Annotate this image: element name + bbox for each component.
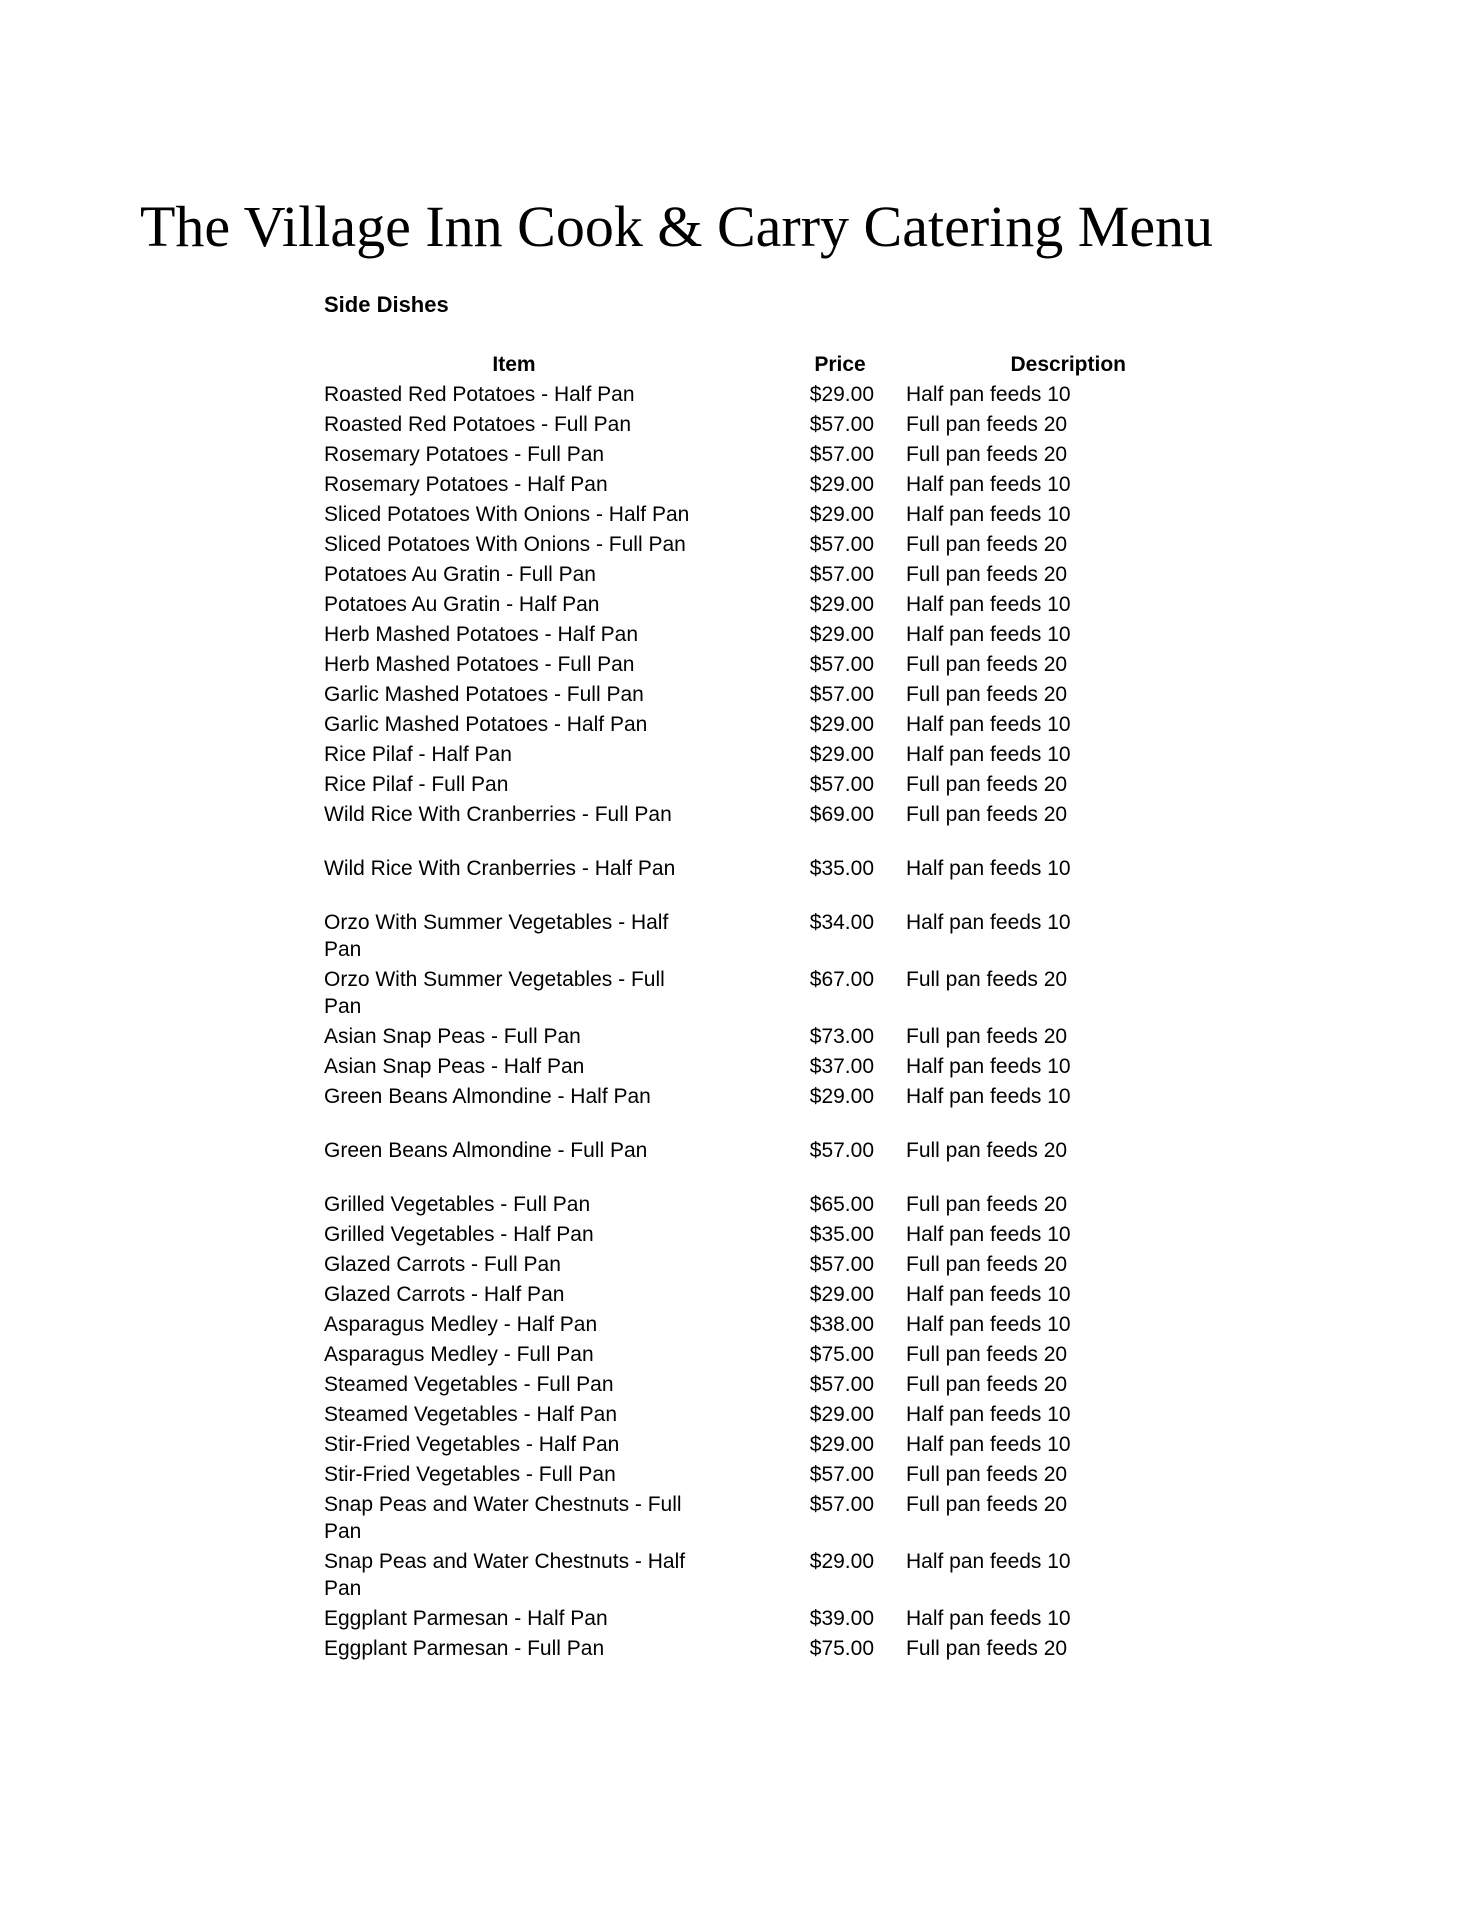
item-name: Eggplant Parmesan - Full Pan	[324, 1637, 605, 1660]
column-header-price: Price	[814, 353, 866, 376]
item-description: Full pan feeds 20	[906, 773, 1068, 796]
item-price: $29.00	[809, 593, 874, 616]
item-description: Half pan feeds 10	[906, 1550, 1071, 1573]
table-row	[324, 1491, 1144, 1548]
item-description: Half pan feeds 10	[906, 857, 1071, 880]
item-price: $29.00	[809, 1085, 874, 1108]
item-price: $29.00	[809, 503, 874, 526]
item-name: Green Beans Almondine - Half Pan	[324, 1085, 651, 1108]
item-description: Full pan feeds 20	[906, 1025, 1068, 1048]
item-description: Full pan feeds 20	[906, 683, 1068, 706]
item-description: Half pan feeds 10	[906, 1403, 1071, 1426]
table-row	[324, 1281, 1144, 1311]
item-description: Half pan feeds 10	[906, 1607, 1071, 1630]
item-name: Grilled Vegetables - Full Pan	[324, 1193, 591, 1216]
item-name: Wild Rice With Cranberries - Full Pan	[324, 803, 672, 826]
item-price: $29.00	[809, 1403, 874, 1426]
item-description: Full pan feeds 20	[906, 413, 1068, 436]
section-title: Side Dishes	[324, 292, 449, 317]
item-price: $57.00	[809, 1253, 874, 1276]
item-price: $57.00	[809, 563, 874, 586]
item-price: $57.00	[809, 1493, 874, 1516]
menu-table	[324, 351, 1144, 1665]
table-row	[324, 591, 1144, 621]
item-description: Full pan feeds 20	[906, 1493, 1068, 1516]
table-row	[324, 1401, 1144, 1431]
item-name: Asparagus Medley - Full Pan	[324, 1343, 594, 1366]
item-description: Full pan feeds 20	[906, 1193, 1068, 1216]
table-row	[324, 621, 1144, 651]
item-price: $57.00	[809, 773, 874, 796]
table-row	[324, 966, 1144, 1023]
item-name: Steamed Vegetables - Half Pan	[324, 1403, 618, 1426]
item-description: Half pan feeds 10	[906, 593, 1071, 616]
item-name: Steamed Vegetables - Full Pan	[324, 1373, 614, 1396]
item-price: $69.00	[809, 803, 874, 826]
table-row	[324, 411, 1144, 441]
table-row	[324, 1083, 1144, 1137]
table-row	[324, 1053, 1144, 1083]
table-row	[324, 501, 1144, 531]
item-name: Stir-Fried Vegetables - Half Pan	[324, 1433, 620, 1456]
item-name: Snap Peas and Water Chestnuts - Full Pan	[324, 1493, 682, 1543]
item-name: Garlic Mashed Potatoes - Full Pan	[324, 683, 644, 706]
item-name: Roasted Red Potatoes - Half Pan	[324, 383, 635, 406]
item-price: $34.00	[809, 911, 874, 934]
item-description: Half pan feeds 10	[906, 1085, 1071, 1108]
table-row	[324, 561, 1144, 591]
table-row	[324, 1431, 1144, 1461]
item-price: $29.00	[809, 383, 874, 406]
table-row	[324, 531, 1144, 561]
item-name: Roasted Red Potatoes - Full Pan	[324, 413, 632, 436]
column-header-item: Item	[492, 353, 536, 376]
item-description: Half pan feeds 10	[906, 743, 1071, 766]
item-description: Half pan feeds 10	[906, 1313, 1071, 1336]
page-title: The Village Inn Cook & Carry Catering Menu	[140, 194, 1214, 259]
table-row	[324, 801, 1144, 855]
table-row	[324, 1461, 1144, 1491]
item-description: Full pan feeds 20	[906, 1373, 1068, 1396]
item-name: Rice Pilaf - Half Pan	[324, 743, 512, 766]
item-name: Orzo With Summer Vegetables - Full Pan	[324, 968, 665, 1018]
item-name: Sliced Potatoes With Onions - Full Pan	[324, 533, 686, 556]
table-row	[324, 1311, 1144, 1341]
item-description: Half pan feeds 10	[906, 383, 1071, 406]
item-price: $38.00	[809, 1313, 874, 1336]
table-row	[324, 909, 1144, 966]
item-description: Half pan feeds 10	[906, 911, 1071, 934]
table-row	[324, 1371, 1144, 1401]
item-name: Rosemary Potatoes - Half Pan	[324, 473, 608, 496]
item-name: Green Beans Almondine - Full Pan	[324, 1139, 648, 1162]
item-price: $29.00	[809, 743, 874, 766]
item-price: $65.00	[809, 1193, 874, 1216]
item-price: $37.00	[809, 1055, 874, 1078]
table-header-row	[324, 351, 1144, 381]
item-price: $57.00	[809, 533, 874, 556]
table-row	[324, 681, 1144, 711]
item-name: Eggplant Parmesan - Half Pan	[324, 1607, 608, 1630]
item-description: Half pan feeds 10	[906, 1223, 1071, 1246]
table-row	[324, 1635, 1144, 1665]
table-row	[324, 1341, 1144, 1371]
table-row	[324, 771, 1144, 801]
table-row	[324, 711, 1144, 741]
item-price: $39.00	[809, 1607, 874, 1630]
item-name: Herb Mashed Potatoes - Full Pan	[324, 653, 635, 676]
item-description: Half pan feeds 10	[906, 1283, 1071, 1306]
item-price: $29.00	[809, 1550, 874, 1573]
item-name: Asparagus Medley - Half Pan	[324, 1313, 598, 1336]
table-row	[324, 1023, 1144, 1053]
item-description: Full pan feeds 20	[906, 803, 1068, 826]
item-name: Wild Rice With Cranberries - Half Pan	[324, 857, 676, 880]
item-description: Full pan feeds 20	[906, 533, 1068, 556]
item-description: Full pan feeds 20	[906, 443, 1068, 466]
item-name: Sliced Potatoes With Onions - Half Pan	[324, 503, 690, 526]
item-description: Half pan feeds 10	[906, 473, 1071, 496]
table-row	[324, 1191, 1144, 1221]
item-price: $35.00	[809, 1223, 874, 1246]
item-name: Asian Snap Peas - Half Pan	[324, 1055, 585, 1078]
table-row	[324, 1251, 1144, 1281]
item-price: $57.00	[809, 653, 874, 676]
item-price: $57.00	[809, 1139, 874, 1162]
item-name: Potatoes Au Gratin - Full Pan	[324, 563, 596, 586]
table-row	[324, 651, 1144, 681]
item-name: Glazed Carrots - Full Pan	[324, 1253, 561, 1276]
item-description: Full pan feeds 20	[906, 1253, 1068, 1276]
item-description: Half pan feeds 10	[906, 1433, 1071, 1456]
item-name: Asian Snap Peas - Full Pan	[324, 1025, 581, 1048]
item-description: Full pan feeds 20	[906, 1463, 1068, 1486]
item-name: Potatoes Au Gratin - Half Pan	[324, 593, 600, 616]
item-price: $75.00	[809, 1637, 874, 1660]
item-description: Half pan feeds 10	[906, 623, 1071, 646]
table-row	[324, 441, 1144, 471]
table-row	[324, 1137, 1144, 1191]
table-row	[324, 1221, 1144, 1251]
item-price: $29.00	[809, 623, 874, 646]
item-price: $57.00	[809, 1463, 874, 1486]
item-price: $73.00	[809, 1025, 874, 1048]
item-name: Garlic Mashed Potatoes - Half Pan	[324, 713, 648, 736]
item-description: Half pan feeds 10	[906, 503, 1071, 526]
item-description: Half pan feeds 10	[906, 1055, 1071, 1078]
item-price: $75.00	[809, 1343, 874, 1366]
item-price: $29.00	[809, 713, 874, 736]
item-name: Rosemary Potatoes - Full Pan	[324, 443, 605, 466]
item-name: Rice Pilaf - Full Pan	[324, 773, 509, 796]
item-name: Stir-Fried Vegetables - Full Pan	[324, 1463, 616, 1486]
item-description: Full pan feeds 20	[906, 563, 1068, 586]
item-price: $29.00	[809, 473, 874, 496]
item-price: $57.00	[809, 683, 874, 706]
item-price: $67.00	[809, 968, 874, 991]
item-description: Full pan feeds 20	[906, 968, 1068, 991]
table-row	[324, 741, 1144, 771]
item-price: $29.00	[809, 1283, 874, 1306]
item-description: Half pan feeds 10	[906, 713, 1071, 736]
column-header-description: Description	[1010, 353, 1126, 376]
menu-table-body	[324, 381, 1144, 1665]
item-name: Orzo With Summer Vegetables - Half Pan	[324, 911, 669, 961]
item-price: $35.00	[809, 857, 874, 880]
item-name: Glazed Carrots - Half Pan	[324, 1283, 565, 1306]
item-price: $57.00	[809, 1373, 874, 1396]
table-row	[324, 381, 1144, 411]
item-name: Herb Mashed Potatoes - Half Pan	[324, 623, 638, 646]
item-description: Full pan feeds 20	[906, 653, 1068, 676]
item-description: Full pan feeds 20	[906, 1139, 1068, 1162]
table-row	[324, 1605, 1144, 1635]
item-description: Full pan feeds 20	[906, 1343, 1068, 1366]
item-description: Full pan feeds 20	[906, 1637, 1068, 1660]
item-price: $57.00	[809, 443, 874, 466]
table-row	[324, 1548, 1144, 1605]
table-row	[324, 855, 1144, 909]
item-name: Snap Peas and Water Chestnuts - Half Pan	[324, 1550, 686, 1600]
item-price: $29.00	[809, 1433, 874, 1456]
item-price: $57.00	[809, 413, 874, 436]
table-row	[324, 471, 1144, 501]
item-name: Grilled Vegetables - Half Pan	[324, 1223, 594, 1246]
